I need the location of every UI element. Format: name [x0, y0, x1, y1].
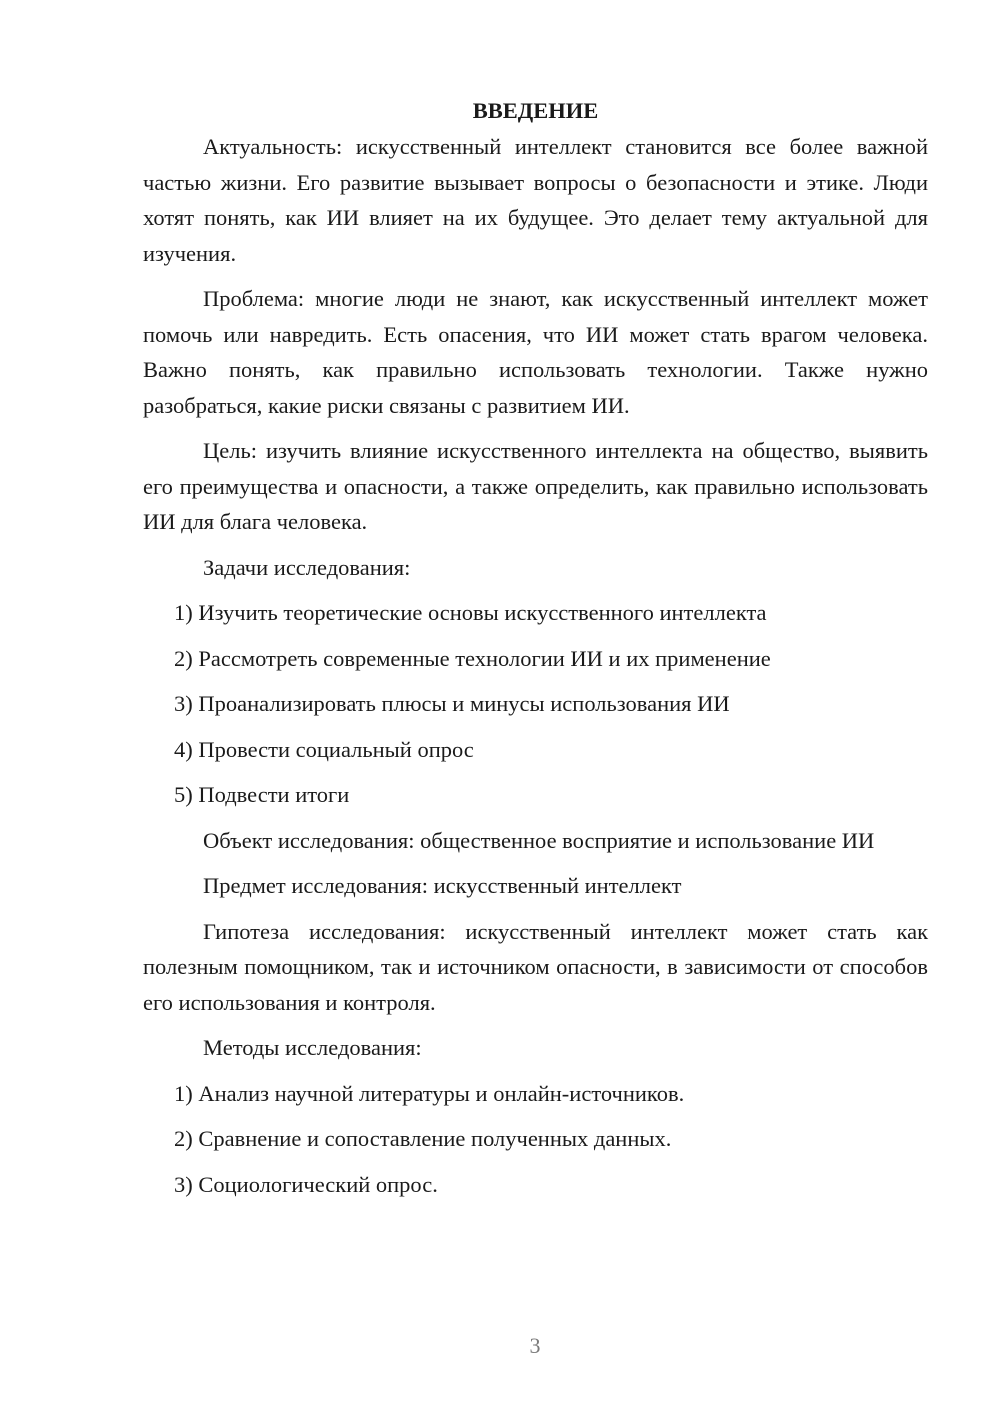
hypothesis-paragraph: Гипотеза исследования: искусственный интеллект может стать как полезным помощником, так и источником опасности, в зависимости от способов его использования и контроля. [143, 918, 928, 1015]
list-item: 3) Социологический опрос. [174, 1171, 438, 1197]
methods-list [143, 1076, 928, 1203]
relevance-paragraph: Актуальность: искусственный интеллект становится все более важной частью жизни. Его развитие вызывает вопросы о безопасности и этике. Люди хотят понять, как ИИ влияет на их будущее. Это делает тему актуальной для изучения. [143, 134, 928, 266]
list-item: 1) Изучить теоретические основы искусственного интеллекта [174, 600, 767, 625]
document-page [143, 93, 928, 1212]
list-item: 4) Провести социальный опрос [174, 736, 474, 762]
tasks-label: Задачи исследования: [203, 554, 411, 580]
section-title: ВВЕДЕНИЕ [472, 98, 599, 123]
list-item: 2) Рассмотреть современные технологии ИИ и их применение [174, 645, 771, 671]
goal-paragraph: Цель: изучить влияние искусственного интеллекта на общество, выявить его преимущества и опасности, а также определить, как правильно использовать ИИ для блага человека. [143, 438, 928, 534]
list-item: 1) Анализ научной литературы и онлайн-источников. [174, 1080, 685, 1106]
list-item: 5) Подвести итоги [174, 782, 350, 807]
page-number: 3 [529, 1333, 541, 1358]
problem-paragraph: Проблема: многие люди не знают, как искусственный интеллект может помочь или навредить. Есть опасения, что ИИ может стать врагом человека. Важно понять, как правильно использовать технологии. Также нужно разобраться, какие риски связаны с развитием ИИ. [143, 286, 928, 418]
list-item: 3) Проанализировать плюсы и минусы использования ИИ [174, 691, 730, 716]
subject-paragraph: Предмет исследования: искусственный интеллект [203, 873, 682, 898]
object-paragraph: Объект исследования: общественное восприятие и использование ИИ [203, 827, 875, 853]
methods-label: Методы исследования: [203, 1035, 422, 1060]
list-item: 2) Сравнение и сопоставление полученных данных. [174, 1126, 672, 1151]
tasks-list [143, 595, 928, 813]
